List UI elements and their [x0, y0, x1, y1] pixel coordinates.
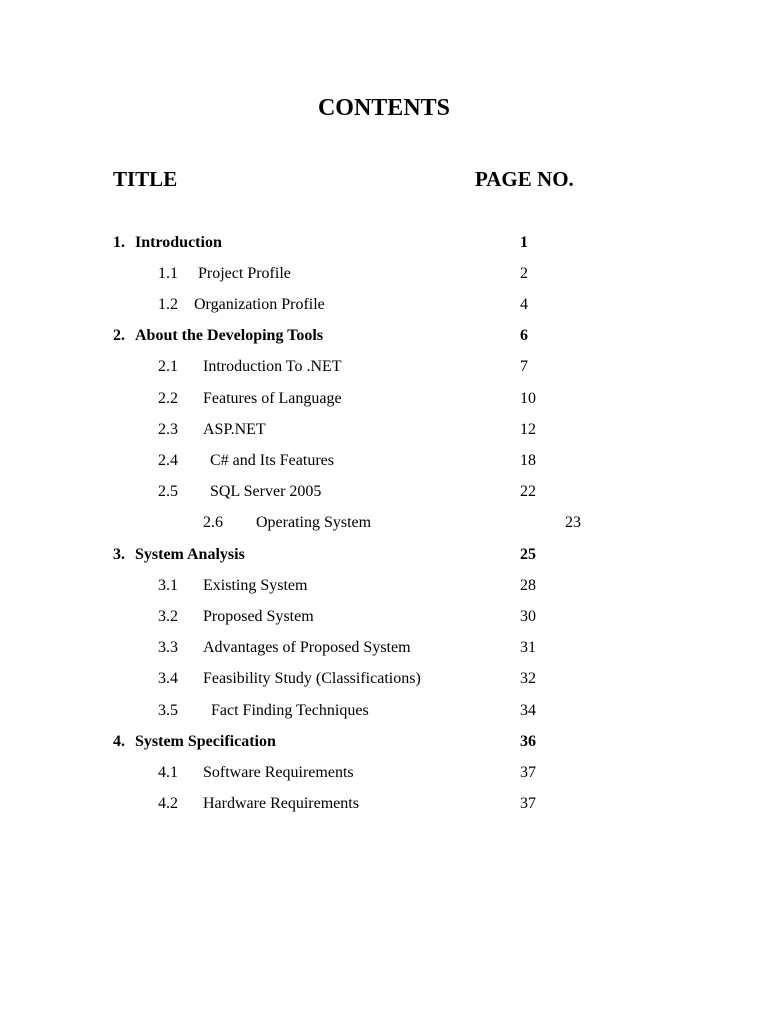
toc-entry-label: Proposed System	[203, 608, 314, 625]
toc-subsection-row	[0, 289, 768, 320]
toc-entry-page: 6	[520, 327, 528, 344]
column-header-page: PAGE NO.	[475, 167, 574, 191]
toc-entry-number: 2.1	[158, 358, 178, 375]
toc-entry-number: 4.1	[158, 764, 178, 781]
toc-entry-number: 2.2	[158, 390, 178, 407]
toc-entry-page: 36	[520, 733, 536, 750]
toc-entry-number: 1.	[113, 234, 125, 251]
toc-entry-number: 1.2	[158, 296, 178, 313]
toc-entry-number: 3.2	[158, 608, 178, 625]
toc-entry-number: 2.4	[158, 452, 178, 469]
toc-entry-label: Project Profile	[198, 265, 291, 282]
toc-section-row	[0, 320, 768, 351]
toc-entry-label: About the Developing Tools	[135, 327, 324, 344]
toc-entry-label: ASP.NET	[203, 421, 266, 438]
toc-subsection-row	[0, 414, 768, 445]
toc-entry-page: 2	[520, 265, 528, 282]
toc-entry-label: Operating System	[256, 514, 372, 531]
toc-entry-number: 2.5	[158, 483, 178, 500]
toc-entry-number: 2.6	[203, 514, 223, 531]
toc-section-row	[0, 539, 768, 570]
toc-entry-page: 37	[520, 795, 536, 812]
toc-entry-page: 28	[520, 577, 536, 594]
toc-entry-page: 30	[520, 608, 536, 625]
toc-entry-page: 1	[520, 234, 528, 251]
toc-entry-label: Hardware Requirements	[203, 795, 359, 812]
toc-entry-label: Organization Profile	[194, 296, 325, 313]
toc-entry-page: 7	[520, 358, 528, 375]
toc-entry-number: 3.4	[158, 670, 178, 687]
toc-subsection-row	[0, 445, 768, 476]
toc-entry-page: 10	[520, 390, 536, 407]
toc-entry-label: Advantages of Proposed System	[203, 639, 411, 656]
toc-entry-number: 2.	[113, 327, 125, 344]
toc-subsection-row	[0, 507, 768, 538]
toc-entry-label: Software Requirements	[203, 764, 354, 781]
toc-subsection-row	[0, 601, 768, 632]
toc-subsection-row	[0, 695, 768, 726]
toc-entry-page: 25	[520, 546, 536, 563]
toc-subsection-row	[0, 570, 768, 601]
toc-entry-label: Introduction	[135, 234, 222, 251]
toc-entry-label: SQL Server 2005	[210, 483, 322, 500]
toc-entry-number: 3.3	[158, 639, 178, 656]
toc-entry-page: 22	[520, 483, 536, 500]
toc-entry-page: 4	[520, 296, 528, 313]
toc-subsection-row	[0, 632, 768, 663]
toc-entry-number: 3.	[113, 546, 125, 563]
toc-subsection-row	[0, 383, 768, 414]
toc-subsection-row	[0, 258, 768, 289]
toc-entry-number: 1.1	[158, 265, 178, 282]
toc-subsection-row	[0, 351, 768, 382]
toc-entry-label: Features of Language	[203, 390, 342, 407]
toc-entry-page: 12	[520, 421, 536, 438]
toc-entry-number: 3.1	[158, 577, 178, 594]
toc-entry-number: 4.	[113, 733, 125, 750]
toc-subsection-row	[0, 788, 768, 819]
column-header-title: TITLE	[113, 167, 178, 191]
toc-subsection-row	[0, 476, 768, 507]
toc-entry-label: C# and Its Features	[210, 452, 334, 469]
toc-entry-page: 34	[520, 702, 536, 719]
toc-subsection-row	[0, 757, 768, 788]
toc-section-row	[0, 227, 768, 258]
toc-entry-page: 37	[520, 764, 536, 781]
toc-entry-number: 4.2	[158, 795, 178, 812]
toc-entry-label: Existing System	[203, 577, 308, 594]
toc-section-row	[0, 726, 768, 757]
page-title: CONTENTS	[317, 95, 451, 121]
toc-entry-label: Feasibility Study (Classifications)	[203, 670, 421, 687]
toc-entry-label: Introduction To .NET	[203, 358, 342, 375]
toc-entry-page: 31	[520, 639, 536, 656]
toc-subsection-row	[0, 663, 768, 694]
toc-entry-number: 2.3	[158, 421, 178, 438]
toc-entry-label: System Specification	[135, 733, 276, 750]
toc-entry-page: 18	[520, 452, 536, 469]
toc-entry-label: Fact Finding Techniques	[211, 702, 369, 719]
toc-entry-label: System Analysis	[135, 546, 245, 563]
toc-entry-page: 32	[520, 670, 536, 687]
toc-entry-page: 23	[565, 514, 581, 531]
toc-entry-number: 3.5	[158, 702, 178, 719]
